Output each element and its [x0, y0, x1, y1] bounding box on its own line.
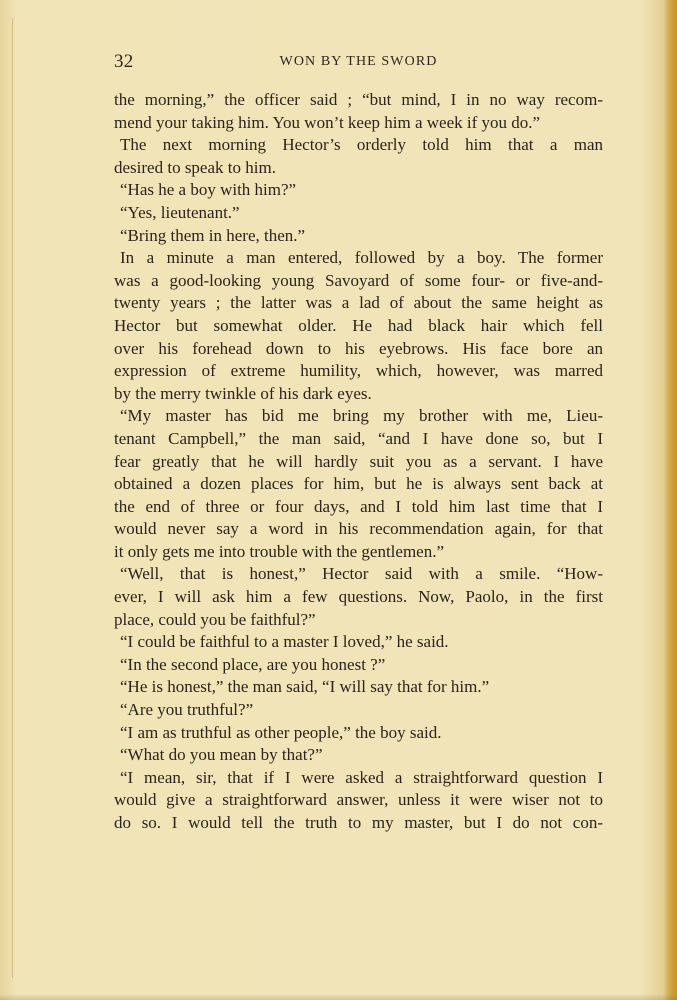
text-line: was a good-looking young Savoyard of some four- or five-and-	[114, 270, 603, 290]
running-head: WON BY THE SWORD	[279, 54, 438, 69]
text-line: over his forehead down to his eyebrows. His face bore an	[114, 338, 603, 358]
text-line: would give a straightforward answer, unless it were wiser not to	[114, 790, 603, 810]
text-line: ever, I will ask him a few questions. Now, Paolo, in the first	[114, 587, 603, 607]
text-line: desired to speak to him.	[114, 157, 276, 177]
text-line: “What do you mean by that?”	[120, 745, 323, 765]
text-line: by the merry twinkle of his dark eyes.	[114, 383, 372, 403]
text-line: twenty years ; the latter was a lad of about the same height as	[114, 293, 603, 313]
text-line: place, could you be faithful?”	[114, 609, 316, 629]
text-line: do so. I would tell the truth to my master, but I do not con-	[114, 813, 603, 832]
text-line: “Well, that is honest,” Hector said with a smile. “How-	[120, 564, 603, 584]
text-line: “Has he a boy with him?”	[120, 180, 297, 200]
text-line: “My master has bid me bring my brother with me, Lieu-	[120, 406, 603, 426]
text-line: it only gets me into trouble with the gentlemen.”	[114, 541, 445, 561]
page-edge-line	[12, 18, 13, 978]
text-line: “I mean, sir, that if I were asked a straightforward question I	[120, 767, 603, 787]
text-line: the end of three or four days, and I told him last time that I	[114, 496, 603, 516]
page-edge-shadow	[663, 0, 677, 1000]
text-line: “He is honest,” the man said, “I will say that for him.”	[120, 677, 490, 697]
text-line: The next morning Hector’s orderly told him that a man	[120, 135, 603, 155]
body-text	[114, 89, 603, 835]
page-header	[114, 49, 603, 75]
text-line: “Are you truthful?”	[120, 700, 254, 720]
text-line: “In the second place, are you honest ?”	[120, 654, 386, 674]
text-line: fear greatly that he will hardly suit you as a servant. I have	[114, 451, 603, 471]
text-line: expression of extreme humility, which, however, was marred	[114, 361, 603, 381]
text-line: obtained a dozen places for him, but he is always sent back at	[114, 474, 603, 494]
text-line: tenant Campbell,” the man said, “and I have done so, but I	[114, 428, 603, 448]
text-line: “Yes, lieutenant.”	[120, 202, 240, 222]
text-line: Hector but somewhat older. He had black hair which fell	[114, 315, 603, 335]
page-number: 32	[114, 51, 134, 72]
text-line: would never say a word in his recommendation again, for that	[114, 519, 603, 539]
text-line: In a minute a man entered, followed by a boy. The former	[120, 248, 603, 268]
text-line: the morning,” the officer said ; “but mind, I in no way recom-	[114, 90, 603, 109]
text-line: mend your taking him. You won’t keep him a week if you do.”	[114, 112, 541, 132]
text-line: “I could be faithful to a master I loved,” he said.	[120, 632, 449, 652]
text-line: “Bring them in here, then.”	[120, 225, 306, 245]
page-bottom-edge	[0, 994, 677, 1000]
text-line: “I am as truthful as other people,” the boy said.	[120, 722, 442, 742]
